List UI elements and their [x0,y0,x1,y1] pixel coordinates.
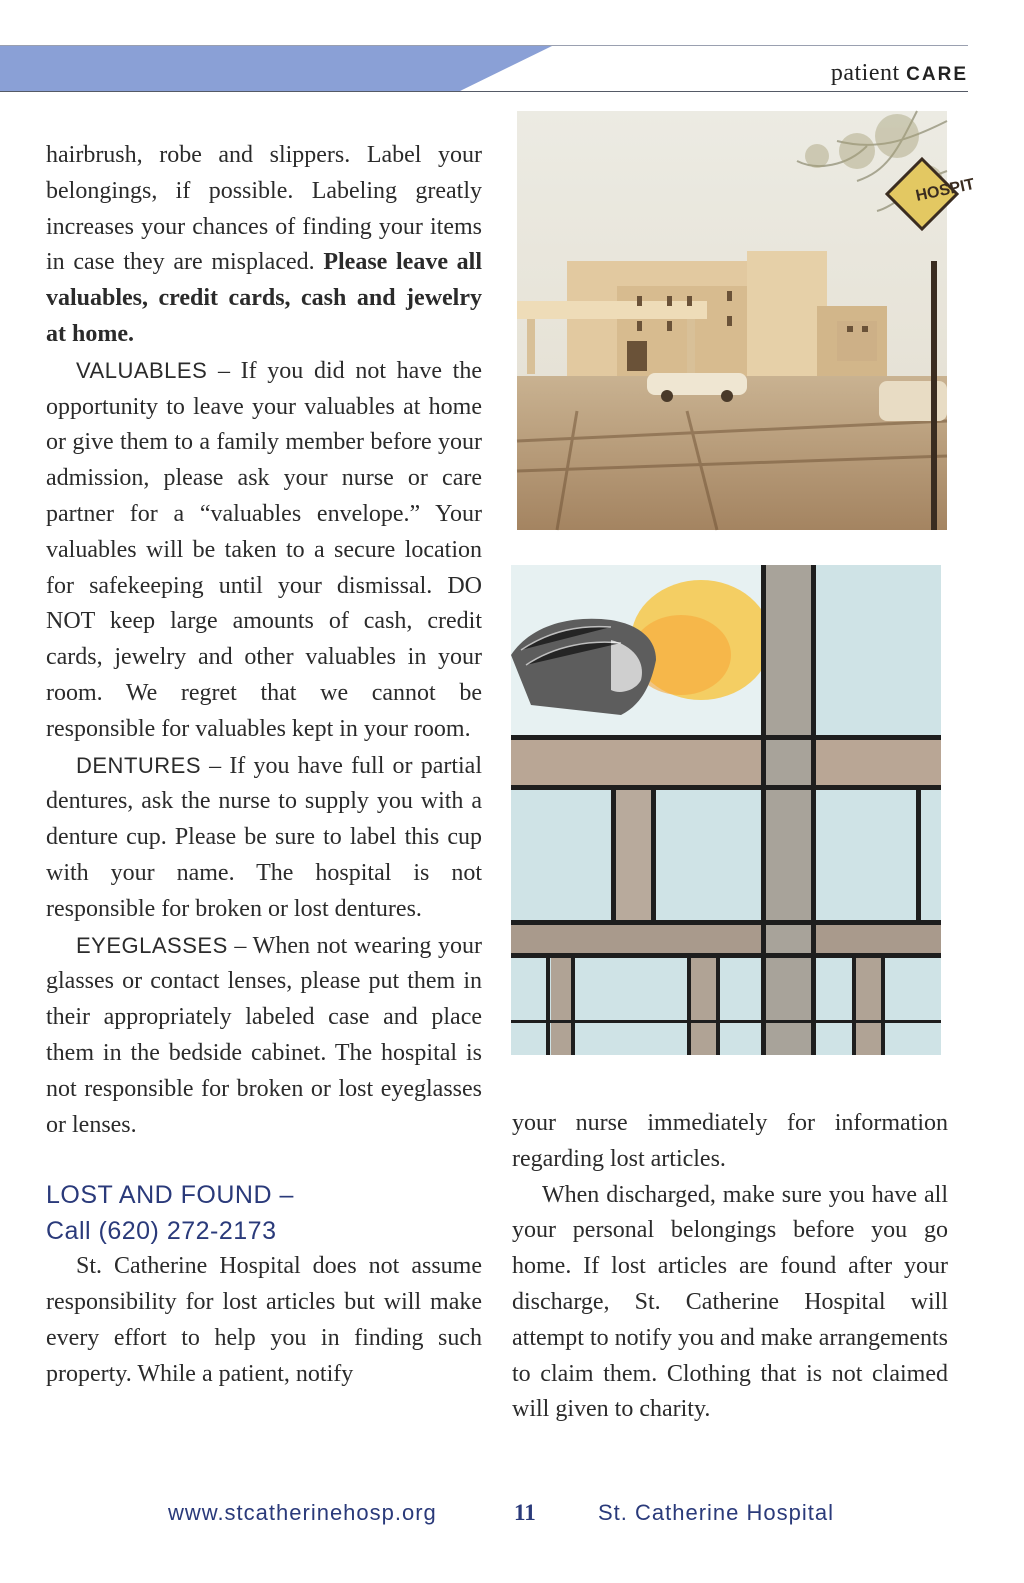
valuables-warning: Please leave all valuables, credit cards, cash and jewelry at home. [46,249,483,347]
dentures-text: – If you have full or partial dentures, ask the nurse to supply you with a denture cup. Please be sure to label this cup with your name. The hospital is not responsible for broken or lost dentures. [46,752,482,922]
header-rule [0,91,968,92]
valuables-text: – If you did not have the opportunity to leave your valuables at home or give them to a family member before your admission, please ask your nurse or care partner for a “valuables envelope.” Your valuables will be taken to a secure location for safekeeping until your dismissal. DO NOT keep large amounts of cash, credit cards, jewelry and other valuables in your room. We regret that we cannot be responsible for valuables kept in your room. [46,357,482,742]
eyeglasses-text: – When not wearing your glasses or contact lenses, please put them in their appropriately labeled case and place them in the bedside cabinet. The hospital is not responsible for broken or lost eyeglasses or lenses. [46,932,482,1138]
lost-heading-phone: Call (620) 272-2173 [46,1217,277,1246]
header-accent-band [0,46,552,91]
lost-and-found-heading [46,1177,482,1249]
left-column [46,138,482,1393]
valuables-label: VALUABLES [76,357,208,383]
discharge-paragraph: When discharged, make sure you have all your personal belongings before you go home. If lost articles are found after your discharge, St. Catherine Hospital will attempt to notify you and make arrangements to claim them. Clothing that is not claimed will given to charity. [512,1181,948,1423]
hospital-sign-text: HOSPIT [914,175,977,205]
valuables-paragraph [46,353,482,748]
dentures-paragraph [46,748,482,928]
section-label-word: patient [830,60,900,86]
lost-and-found-paragraph: St. Catherine Hospital does not assume responsibility for lost articles but will make every effort to help you in finding such property. While a patient, notify [46,1253,482,1387]
dentures-label: DENTURES [76,752,202,778]
section-label [831,60,968,87]
section-label-strong: CARE [906,64,968,85]
hospital-building-photo [517,111,977,530]
belongings-paragraph [46,138,482,353]
footer-website: www.stcatherinehosp.org [168,1500,437,1525]
page-number: 11 [514,1500,536,1525]
lost-heading-line1: LOST AND FOUND – [46,1181,294,1210]
eyeglasses-paragraph [46,928,482,1144]
belongings-text: hairbrush, robe and slippers. Label your belongings, if possible. Labeling greatly increases your chances of finding your items in case they are misplaced. [46,142,482,276]
right-column [512,1106,948,1428]
stained-glass-photo [511,565,941,1055]
lost-articles-paragraph: your nurse immediately for information regarding lost articles. [512,1110,948,1172]
eyeglasses-label: EYEGLASSES [76,932,228,958]
footer-org-name: St. Catherine Hospital [598,1500,834,1525]
